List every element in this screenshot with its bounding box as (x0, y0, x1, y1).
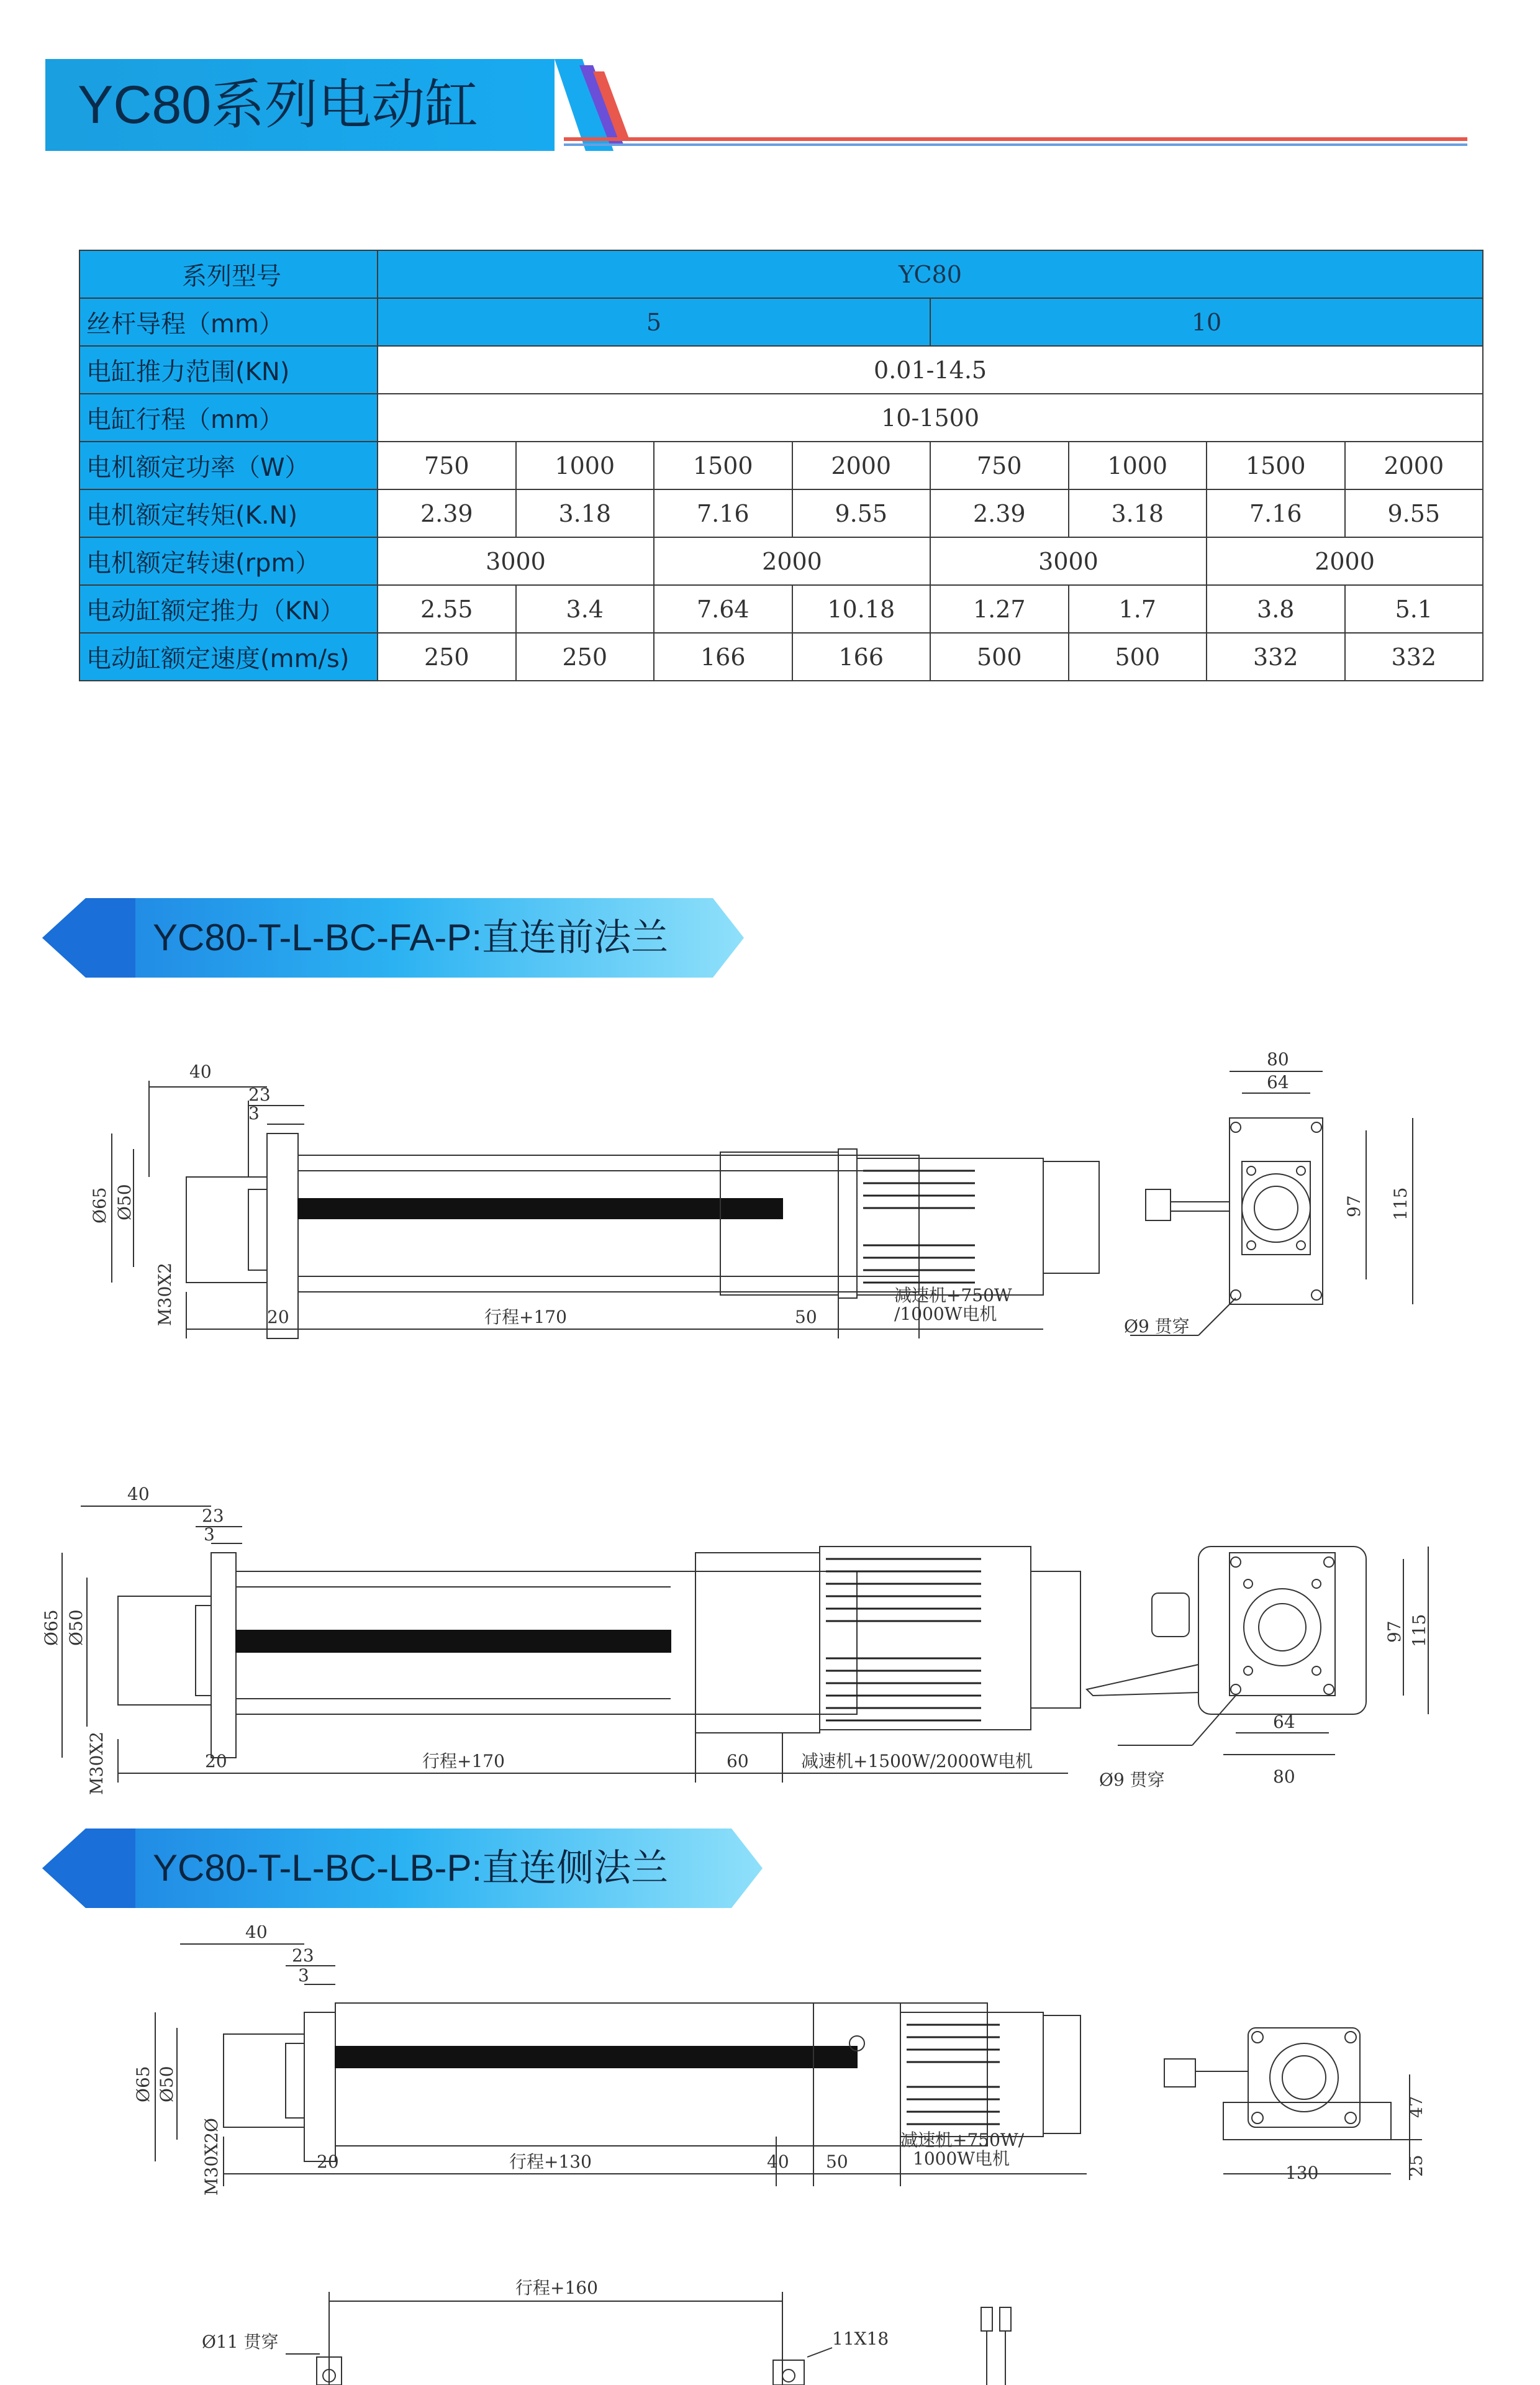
body-slot (236, 1630, 671, 1652)
table-cell: 2000 (792, 442, 931, 489)
motor-note-1: 减速机+750W/ (900, 2130, 1025, 2150)
slot-note: 11X18 (832, 2328, 889, 2349)
table-cell: 10-1500 (378, 394, 1483, 442)
table-cell: 250 (378, 633, 516, 681)
page-title: YC80系列电动缸 (78, 75, 479, 135)
rod-end (118, 1596, 211, 1705)
dim-20: 20 (267, 1307, 289, 1327)
header-rule-blue (564, 143, 1467, 146)
dim-3: 3 (298, 1965, 309, 1986)
motor (820, 1547, 1031, 1730)
hole-note: Ø11 贯穿 (202, 2332, 279, 2352)
dim-thread: M30X2Ø (201, 2117, 222, 2196)
dim-20: 20 (205, 1751, 227, 1771)
row-label: 电缸行程（mm） (79, 394, 378, 442)
table-cell: 7.16 (1207, 489, 1345, 537)
table-cell: 2.55 (378, 585, 516, 633)
table-row (79, 537, 1483, 585)
dim-phi65: Ø65 (41, 1609, 61, 1646)
dim-23: 23 (248, 1084, 271, 1105)
dim-64: 64 (1273, 1712, 1295, 1732)
dim-40: 40 (245, 1925, 268, 1942)
section-banner-side-flange (42, 1828, 763, 1908)
dim-stroke: 行程+160 (515, 2278, 598, 2298)
table-cell: 7.16 (654, 489, 792, 537)
dim-50: 50 (826, 2151, 848, 2172)
dim-97: 97 (1384, 1620, 1405, 1643)
coupling-housing (813, 2003, 900, 2146)
table-row (79, 346, 1483, 394)
coupling-housing (720, 1152, 838, 1295)
dim-phi65: Ø65 (89, 1187, 110, 1224)
dim-40b: 40 (767, 2151, 789, 2172)
motor-fins (907, 2025, 1000, 2124)
table-cell: 2000 (1207, 537, 1483, 585)
header-rule-red (564, 137, 1467, 141)
table-cell: 7.64 (654, 585, 792, 633)
dim-phi50: Ø50 (66, 1609, 86, 1646)
table-cell: 10.18 (792, 585, 931, 633)
row-label: 电机额定功率（W） (79, 442, 378, 489)
dim-40: 40 (127, 1484, 150, 1504)
drawing-side-flange (93, 1925, 1459, 2205)
table-cell: 750 (378, 442, 516, 489)
dim-60: 60 (727, 1751, 749, 1771)
table-cell: 500 (930, 633, 1069, 681)
page-header (45, 59, 1467, 152)
mount-plate (1087, 1665, 1198, 1696)
motor (857, 1158, 1043, 1295)
dim-115: 115 (1390, 1187, 1411, 1220)
table-row (79, 585, 1483, 633)
motor (900, 2012, 1043, 2137)
end-view-flange (1230, 1118, 1323, 1304)
cylinder-body (335, 2003, 987, 2146)
table-row (79, 250, 1483, 298)
table-cell: 3.4 (516, 585, 654, 633)
table-cell: 3.18 (516, 489, 654, 537)
dim-80: 80 (1267, 1049, 1289, 1070)
table-cell: 1.7 (1069, 585, 1207, 633)
coupling-housing (695, 1553, 820, 1733)
rod-end (186, 1177, 267, 1283)
dim-phi50: Ø50 (156, 2066, 177, 2102)
connector-icon (1152, 1593, 1189, 1637)
dim-47: 47 (1406, 2096, 1426, 2118)
row-label: 电动缸额定速度(mm/s) (79, 633, 378, 681)
dim-thread: M30X2 (86, 1731, 107, 1795)
dim-23: 23 (202, 1506, 224, 1526)
motor-note: 减速机+1500W/2000W电机 (801, 1751, 1033, 1771)
dim-23: 23 (292, 1945, 314, 1966)
table-row (79, 442, 1483, 489)
motor-note-2: /1000W电机 (894, 1304, 997, 1324)
motor-fins (826, 1559, 981, 1720)
table-cell: 9.55 (1345, 489, 1483, 537)
connector-icon (1164, 2059, 1195, 2087)
table-cell: 3000 (930, 537, 1207, 585)
table-cell: 1000 (1069, 442, 1207, 489)
table-cell: 3000 (378, 537, 654, 585)
dim-3: 3 (204, 1524, 215, 1545)
drawing-front-flange-1500w (37, 1478, 1453, 1801)
dim-phi65: Ø65 (133, 2066, 153, 2102)
hole-note: Ø9 贯穿 (1124, 1316, 1190, 1337)
row-label: 丝杆导程（mm） (79, 298, 378, 346)
table-cell: 5 (378, 298, 930, 346)
dim-3: 3 (248, 1103, 260, 1124)
dim-stroke: 行程+170 (484, 1307, 567, 1327)
connector-icon (1146, 1189, 1171, 1220)
dim-97: 97 (1344, 1195, 1364, 1217)
table-cell: 2000 (1345, 442, 1483, 489)
table-cell: 332 (1207, 633, 1345, 681)
body-slot (298, 1199, 782, 1219)
spec-table (79, 250, 1483, 681)
motor-note-2: 1000W电机 (913, 2148, 1010, 2169)
front-cap (304, 2012, 335, 2161)
cylinder-body (298, 1155, 919, 1292)
row-label: 系列型号 (79, 250, 378, 298)
dim-130: 130 (1285, 2163, 1319, 2183)
table-cell: 1500 (1207, 442, 1345, 489)
motor-note-1: 减速机+750W (894, 1285, 1012, 1306)
dim-20: 20 (317, 2151, 339, 2172)
section-title: YC80-T-L-BC-LB-P:直连侧法兰 (153, 1847, 669, 1889)
table-row (79, 489, 1483, 537)
table-row (79, 298, 1483, 346)
table-cell: 1500 (654, 442, 792, 489)
row-label: 电机额定转速(rpm） (79, 537, 378, 585)
row-label: 电缸推力范围(KN) (79, 346, 378, 394)
end-view-housing (1198, 1547, 1366, 1714)
section-title: YC80-T-L-BC-FA-P:直连前法兰 (153, 917, 669, 958)
dim-80: 80 (1273, 1766, 1295, 1787)
front-flange (211, 1553, 236, 1758)
table-cell: 2000 (654, 537, 930, 585)
table-cell: 500 (1069, 633, 1207, 681)
rod-end (224, 2034, 304, 2127)
table-cell: 750 (930, 442, 1069, 489)
dim-115: 115 (1409, 1614, 1429, 1647)
connector-icon (981, 2307, 992, 2331)
end-view-bore (1270, 2043, 1338, 2112)
table-cell: 1000 (516, 442, 654, 489)
dim-64: 64 (1267, 1072, 1289, 1093)
table-cell: 10 (930, 298, 1483, 346)
table-cell: 332 (1345, 633, 1483, 681)
table-cell: 1.27 (930, 585, 1069, 633)
table-cell: 2.39 (930, 489, 1069, 537)
table-cell: 2.39 (378, 489, 516, 537)
drawing-front-flange-750w (62, 1043, 1441, 1348)
dim-40: 40 (189, 1061, 212, 1082)
drawing-bottom-partial (186, 2248, 1118, 2385)
dim-thread: M30X2 (155, 1262, 175, 1326)
body-slot (335, 2047, 857, 2068)
table-cell: YC80 (378, 250, 1483, 298)
dim-stroke: 行程+170 (422, 1751, 505, 1771)
row-label: 电动缸额定推力（KN） (79, 585, 378, 633)
hole-note: Ø9 贯穿 (1099, 1769, 1165, 1790)
end-view-bore (1242, 1174, 1310, 1242)
table-row (79, 633, 1483, 681)
table-row (79, 394, 1483, 442)
table-cell: 250 (516, 633, 654, 681)
row-label: 电机额定转矩(K.N) (79, 489, 378, 537)
dim-stroke: 行程+130 (509, 2151, 592, 2172)
table-cell: 166 (654, 633, 792, 681)
dim-50: 50 (795, 1307, 817, 1327)
section-banner-front-flange (42, 898, 744, 978)
table-cell: 3.18 (1069, 489, 1207, 537)
table-cell: 9.55 (792, 489, 931, 537)
end-view-bore (1244, 1589, 1321, 1666)
table-cell: 0.01-14.5 (378, 346, 1483, 394)
dim-phi50: Ø50 (114, 1184, 135, 1220)
table-cell: 5.1 (1345, 585, 1483, 633)
table-cell: 3.8 (1207, 585, 1345, 633)
table-cell: 166 (792, 633, 931, 681)
dim-25: 25 (1406, 2155, 1426, 2177)
